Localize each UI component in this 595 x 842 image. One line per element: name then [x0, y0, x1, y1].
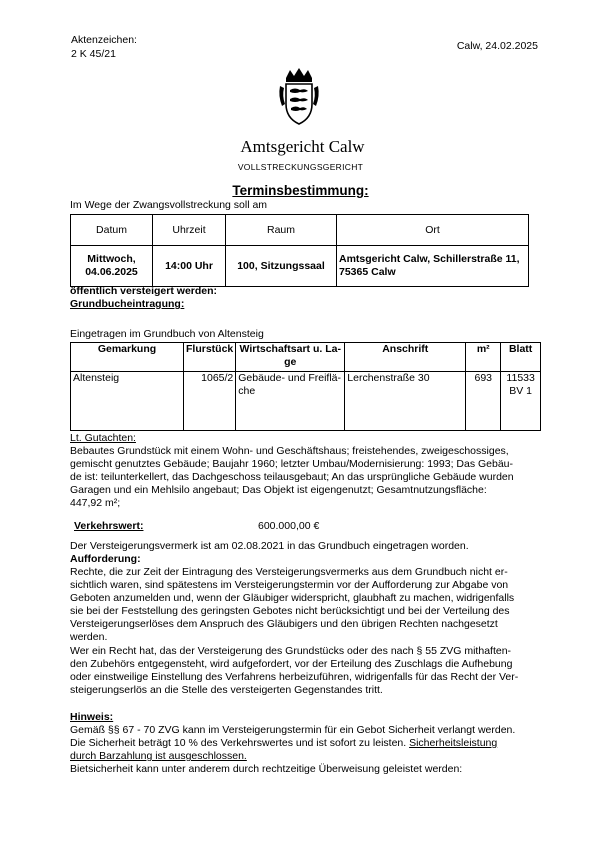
termin-table-row — [71, 246, 529, 287]
aufforderung-line: den Zubehörs entgegensteht, wird aufgefordert, vor der Erteilung des Zuschlags die Aufhebung — [70, 657, 513, 670]
blatt-line-2: BV 1 — [509, 385, 533, 397]
header-m2: m² — [466, 343, 501, 372]
page-title: Terminsbestimmung: — [232, 183, 369, 198]
aufforderung-line: werden. — [70, 631, 108, 644]
verkehrswert-label: Verkehrswert: — [74, 520, 144, 532]
gutachten-line: Garagen und ein Mehlsilo angebaut; Das Objekt ist eigengenutzt; Gesamtnutzungsfläche: — [70, 484, 487, 497]
aktenzeichen — [71, 33, 137, 61]
cell-uhrzeit: 14:00 Uhr — [153, 246, 226, 287]
header-anschrift: Anschrift — [345, 343, 466, 372]
versteigert-text: öffentlich versteigert werden: — [70, 285, 218, 297]
cell-wirtschaftsart — [236, 372, 345, 431]
blatt-line-1: 11533 — [506, 372, 535, 384]
header-flurstueck: Flurstück — [184, 343, 236, 372]
header-datum: Datum — [71, 215, 153, 246]
aufforderung-line: Geboten anzumelden und, wenn der Gläubiger widerspricht, glaubhaft zu machen, widrigenfalls — [70, 592, 515, 605]
header-blatt: Blatt — [501, 343, 541, 372]
hinweis-line-1: Gemäß §§ 67 - 70 ZVG kann im Versteigerungstermin für ein Gebot Sicherheit verlangt werden. — [70, 724, 516, 736]
cell-ort — [337, 246, 529, 287]
hinweis-line-2-underlined: Sicherheitsleistung — [409, 737, 498, 750]
wirtschaftsart-header-line-1: Wirtschaftsart u. La- — [239, 343, 341, 355]
gutachten-line: 447,92 m²; — [70, 497, 121, 510]
aufforderung-line: Rechte, die zur Zeit der Eintragung des Versteigerungsvermerks aus dem Grundbuch nicht er- — [70, 566, 508, 578]
grundbuch-intro: Eingetragen im Grundbuch von Altensteig — [70, 328, 264, 340]
header-ort: Ort — [337, 215, 529, 246]
aktenzeichen-label: Aktenzeichen: — [71, 34, 137, 46]
gutachten-label: Lt. Gutachten: — [70, 432, 136, 444]
grundbuch-heading: Grundbucheintragung: — [70, 298, 185, 310]
hinweis-line-3: durch Barzahlung ist ausgeschlossen. — [70, 750, 247, 763]
aufforderung-line: sie bei der Feststellung des geringsten Gebotes nicht berücksichtigt und bei der Verteilung des — [70, 605, 510, 618]
verkehrswert-value: 600.000,00 € — [258, 520, 320, 532]
hinweis-text — [70, 724, 538, 776]
grundbuch-table-row — [71, 372, 541, 431]
termin-table — [70, 214, 529, 287]
header-uhrzeit: Uhrzeit — [153, 215, 226, 246]
grundbuch-table — [70, 342, 541, 431]
header-raum: Raum — [226, 215, 337, 246]
termin-table-header — [71, 215, 529, 246]
ort-line-1: Amtsgericht Calw, Schillerstraße 11, — [339, 253, 520, 265]
gutachten-line: de ist: teilunterkellert, das Dachgeschoss teilausgebaut; An das ursprüngliche Gebäude wurden — [70, 471, 514, 484]
wirtschaftsart-line-1: Gebäude- und Freiflä- — [238, 372, 341, 384]
cell-blatt — [501, 372, 541, 431]
ort-datum: Calw, 24.02.2025 — [456, 40, 538, 52]
datum-line-2: 04.06.2025 — [85, 266, 138, 278]
grundbuch-table-header — [71, 343, 541, 372]
gutachten-line: gemischt genutztes Gebäude; Baujahr 1960; letzter Umbau/Modernisierung: 1993; Das Gebäu- — [70, 458, 514, 471]
hinweis-line-2 — [70, 737, 538, 750]
hinweis-line-4: Bietsicherheit kann unter anderem durch rechtzeitige Überweisung geleistet werden: — [70, 763, 463, 776]
datum-line-1: Mittwoch, — [87, 253, 136, 265]
aufforderung-line: Versteigerungserlöses dem Anspruch des Gläubigers und den übrigen Rechten nachgesetzt — [70, 618, 498, 631]
cell-flurstueck: 1065/2 — [184, 372, 236, 431]
hinweis-line-2-plain: Die Sicherheit beträgt 10 % des Verkehrswertes und ist sofort zu leisten. — [70, 737, 410, 750]
header-gemarkung: Gemarkung — [71, 343, 184, 372]
hinweis-heading: Hinweis: — [70, 711, 114, 723]
cell-m2: 693 — [466, 372, 501, 431]
aktenzeichen-value: 2 K 45/21 — [71, 48, 116, 60]
wirtschaftsart-header-line-2: ge — [284, 356, 297, 368]
court-name: Amtsgericht Calw — [240, 137, 365, 156]
cell-raum: 100, Sitzungssaal — [226, 246, 337, 287]
vermerk-text: Der Versteigerungsvermerk ist am 02.08.2021 in das Grundbuch eingetragen worden. — [70, 540, 469, 552]
aufforderung-line: Wer ein Recht hat, das der Versteigerung des Grundstücks oder des nach § 55 ZVG mithaften- — [70, 644, 512, 657]
ort-line-2: 75365 Calw — [339, 266, 396, 278]
cell-anschrift: Lerchenstraße 30 — [345, 372, 466, 431]
aufforderung-text — [70, 566, 538, 697]
aufforderung-heading: Aufforderung: — [70, 553, 141, 565]
cell-datum — [71, 246, 153, 287]
gutachten-line: Bebautes Grundstück mit einem Wohn- und Geschäftshaus; freistehendes, zweigeschossiges, — [70, 445, 509, 457]
cell-gemarkung: Altensteig — [71, 372, 184, 431]
aufforderung-line: oder einstweilige Einstellung des Verfahrens herbeizuführen, widrigenfalls für das Recht der Ver- — [70, 670, 519, 683]
header-wirtschaftsart — [236, 343, 345, 372]
aufforderung-line: steigerungserlös an die Stelle des versteigerten Gegenstandes tritt. — [70, 683, 383, 696]
wirtschaftsart-line-2: che — [238, 385, 256, 397]
gutachten-text — [70, 445, 538, 510]
intro-text: Im Wege der Zwangsvollstreckung soll am — [70, 199, 268, 211]
aufforderung-line: sichtlich waren, sind spätestens im Versteigerungstermin vor der Aufforderung zur Abgabe von — [70, 579, 509, 592]
court-department: VOLLSTRECKUNGSGERICHT — [237, 162, 364, 172]
coat-of-arms-icon — [278, 66, 320, 126]
